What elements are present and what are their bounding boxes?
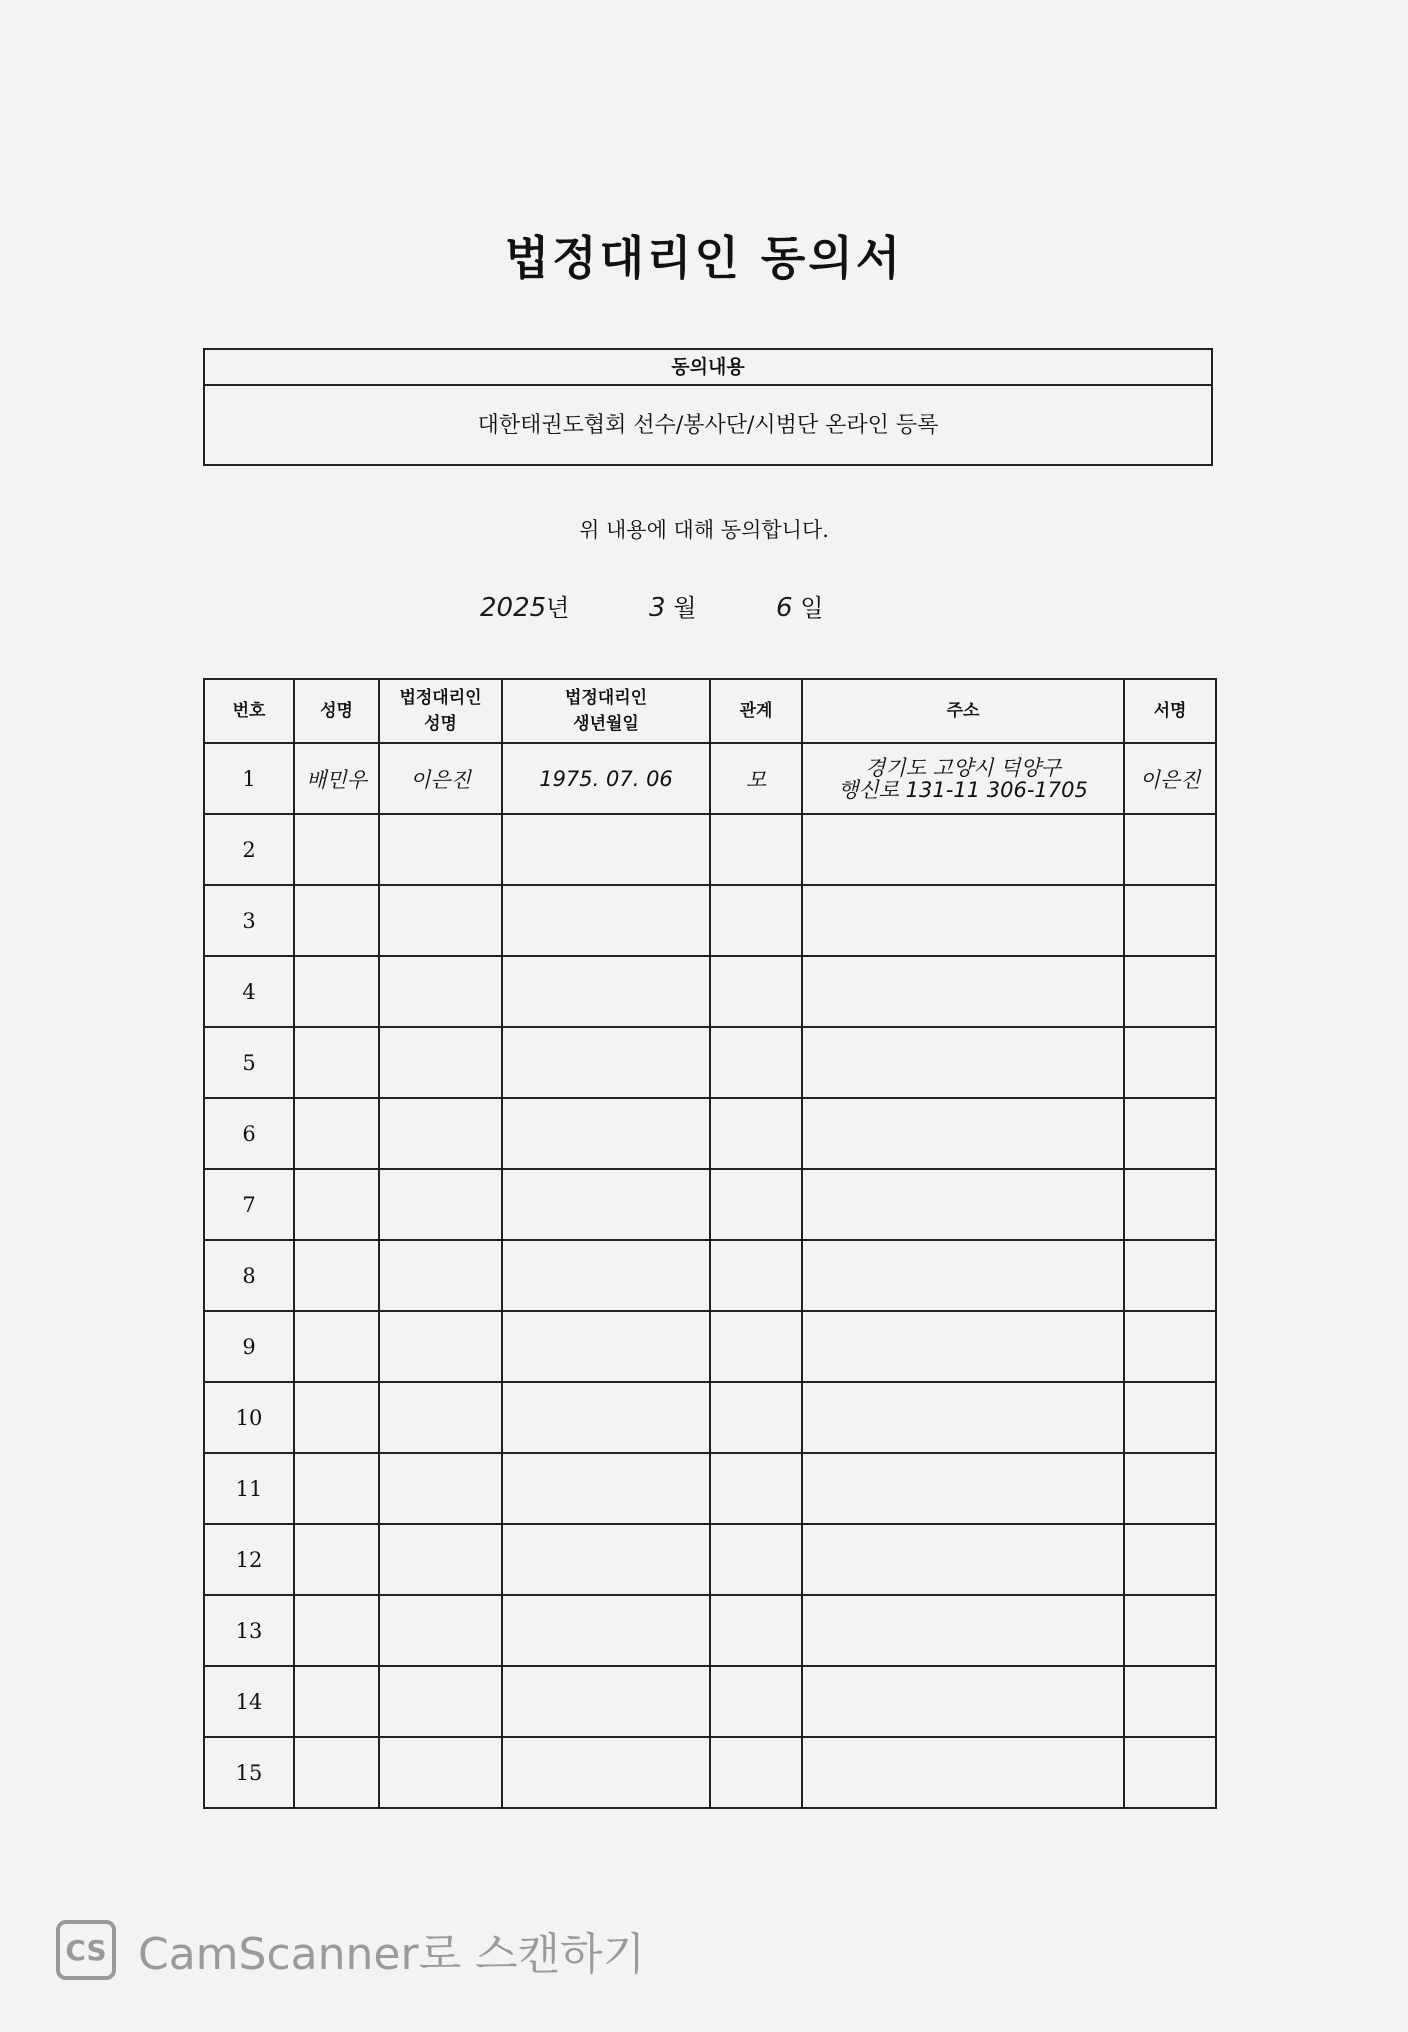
cell-relation	[710, 1666, 802, 1737]
cell-signature	[1124, 956, 1216, 1027]
table-row	[204, 1453, 1216, 1524]
cell-relation	[710, 1453, 802, 1524]
cell-address	[802, 743, 1124, 814]
cell-guardian-birth	[502, 1453, 710, 1524]
cell-signature	[1124, 1737, 1216, 1808]
cell-address	[802, 1595, 1124, 1666]
cell-signature	[1124, 1595, 1216, 1666]
cell-number: 7	[204, 1169, 294, 1240]
cell-number: 10	[204, 1382, 294, 1453]
table-row	[204, 743, 1216, 814]
cell-relation	[710, 1169, 802, 1240]
cell-number: 1	[204, 743, 294, 814]
cell-guardian-name	[379, 956, 502, 1027]
cell-signature	[1124, 814, 1216, 885]
table-row	[204, 1382, 1216, 1453]
cell-guardian-name	[379, 1666, 502, 1737]
consent-content-header: 동의내용	[205, 350, 1211, 386]
cell-guardian-birth	[502, 1311, 710, 1382]
col-header-name: 성명	[294, 679, 379, 743]
cell-name	[294, 814, 379, 885]
cell-signature	[1124, 1311, 1216, 1382]
table-row	[204, 1169, 1216, 1240]
cell-guardian-name: 이은진	[379, 743, 502, 814]
cell-guardian-birth	[502, 1027, 710, 1098]
cell-guardian-name	[379, 1737, 502, 1808]
cell-address	[802, 1453, 1124, 1524]
cell-guardian-birth	[502, 1240, 710, 1311]
cell-guardian-birth	[502, 1382, 710, 1453]
cell-guardian-birth	[502, 814, 710, 885]
cell-relation	[710, 956, 802, 1027]
cell-name	[294, 1595, 379, 1666]
table-row	[204, 1311, 1216, 1382]
cell-name	[294, 1453, 379, 1524]
table-row	[204, 1240, 1216, 1311]
cell-guardian-name	[379, 1311, 502, 1382]
col-header-relation: 관계	[710, 679, 802, 743]
cell-address	[802, 1098, 1124, 1169]
cell-guardian-name	[379, 1240, 502, 1311]
consent-content-text: 대한태권도협회 선수/봉사단/시범단 온라인 등록	[477, 413, 939, 438]
cell-guardian-birth	[502, 1666, 710, 1737]
col-header-address: 주소	[802, 679, 1124, 743]
cell-guardian-name	[379, 885, 502, 956]
address-line-2: 행신로 131-11 306-1705	[838, 777, 1088, 802]
cell-guardian-birth: 1975. 07. 06	[502, 743, 710, 814]
cell-signature: 이은진	[1124, 743, 1216, 814]
cell-signature	[1124, 1382, 1216, 1453]
document-title: 법정대리인 동의서	[504, 231, 904, 285]
cell-name: 배민우	[294, 743, 379, 814]
consent-date	[480, 588, 823, 623]
cell-address	[802, 1737, 1124, 1808]
cell-address	[802, 1666, 1124, 1737]
cell-number: 15	[204, 1737, 294, 1808]
table-row	[204, 1666, 1216, 1737]
cell-name	[294, 1311, 379, 1382]
cell-name	[294, 1382, 379, 1453]
date-month: 3	[649, 593, 666, 623]
cell-guardian-birth	[502, 1595, 710, 1666]
cell-address	[802, 1027, 1124, 1098]
camscanner-logo-icon: CS	[56, 1920, 116, 1980]
cell-number: 8	[204, 1240, 294, 1311]
table-header-row	[204, 679, 1216, 743]
cell-number: 3	[204, 885, 294, 956]
cell-signature	[1124, 1027, 1216, 1098]
cell-relation	[710, 1595, 802, 1666]
date-day: 6	[776, 593, 793, 623]
table-row	[204, 1027, 1216, 1098]
cell-address	[802, 885, 1124, 956]
col-header-guardian-name: 법정대리인 성명	[379, 679, 502, 743]
cell-number: 2	[204, 814, 294, 885]
cell-name	[294, 1240, 379, 1311]
cell-relation: 모	[710, 743, 802, 814]
cell-name	[294, 1524, 379, 1595]
table-row	[204, 814, 1216, 885]
address-line-1: 경기도 고양시 덕양구	[865, 755, 1061, 780]
cell-relation	[710, 1240, 802, 1311]
cell-number: 12	[204, 1524, 294, 1595]
table-row	[204, 956, 1216, 1027]
cell-number: 11	[204, 1453, 294, 1524]
col-header-number: 번호	[204, 679, 294, 743]
cell-address	[802, 956, 1124, 1027]
cell-name	[294, 885, 379, 956]
cell-signature	[1124, 1524, 1216, 1595]
table-row	[204, 1737, 1216, 1808]
guardian-roster-table	[203, 678, 1217, 1809]
col-header-signature: 서명	[1124, 679, 1216, 743]
consent-content-box	[203, 348, 1213, 466]
cell-name	[294, 1098, 379, 1169]
cell-address	[802, 1240, 1124, 1311]
cell-number: 14	[204, 1666, 294, 1737]
cell-number: 9	[204, 1311, 294, 1382]
col-header-guardian-birth: 법정대리인 생년월일	[502, 679, 710, 743]
cell-signature	[1124, 1240, 1216, 1311]
cell-number: 5	[204, 1027, 294, 1098]
table-body	[204, 743, 1216, 1808]
cell-guardian-name	[379, 1098, 502, 1169]
cell-guardian-birth	[502, 885, 710, 956]
date-day-unit: 일	[800, 594, 824, 622]
cell-name	[294, 956, 379, 1027]
cell-signature	[1124, 1098, 1216, 1169]
table-row	[204, 1524, 1216, 1595]
cell-guardian-name	[379, 1524, 502, 1595]
cell-name	[294, 1027, 379, 1098]
cell-name	[294, 1737, 379, 1808]
cell-relation	[710, 1098, 802, 1169]
cell-address	[802, 1524, 1124, 1595]
cell-number: 4	[204, 956, 294, 1027]
date-year-unit: 년	[546, 594, 570, 622]
cell-relation	[710, 814, 802, 885]
camscanner-watermark	[56, 1918, 645, 1982]
cell-relation	[710, 1311, 802, 1382]
cell-name	[294, 1666, 379, 1737]
cell-guardian-birth	[502, 1524, 710, 1595]
cell-guardian-birth	[502, 1098, 710, 1169]
cell-relation	[710, 1027, 802, 1098]
date-year: 2025	[480, 593, 547, 623]
cell-guardian-name	[379, 1169, 502, 1240]
cell-guardian-name	[379, 1453, 502, 1524]
cell-guardian-name	[379, 1027, 502, 1098]
cell-number: 13	[204, 1595, 294, 1666]
cell-signature	[1124, 1666, 1216, 1737]
cell-address	[802, 814, 1124, 885]
cell-address	[802, 1382, 1124, 1453]
cell-guardian-name	[379, 1595, 502, 1666]
cell-number: 6	[204, 1098, 294, 1169]
cell-guardian-name	[379, 1382, 502, 1453]
date-month-unit: 월	[673, 594, 697, 622]
cell-guardian-birth	[502, 1169, 710, 1240]
cell-signature	[1124, 1453, 1216, 1524]
cell-guardian-birth	[502, 956, 710, 1027]
cell-name	[294, 1169, 379, 1240]
cell-relation	[710, 1524, 802, 1595]
table-row	[204, 1098, 1216, 1169]
cell-address	[802, 1169, 1124, 1240]
table-row	[204, 1595, 1216, 1666]
cell-guardian-birth	[502, 1737, 710, 1808]
cell-guardian-name	[379, 814, 502, 885]
cell-address	[802, 1311, 1124, 1382]
camscanner-text: CamScanner로 스캔하기	[138, 1929, 646, 1980]
cell-signature	[1124, 885, 1216, 956]
cell-relation	[710, 1382, 802, 1453]
table-row	[204, 885, 1216, 956]
agreement-statement: 위 내용에 대해 동의합니다.	[579, 518, 829, 542]
cell-relation	[710, 885, 802, 956]
cell-relation	[710, 1737, 802, 1808]
cell-signature	[1124, 1169, 1216, 1240]
